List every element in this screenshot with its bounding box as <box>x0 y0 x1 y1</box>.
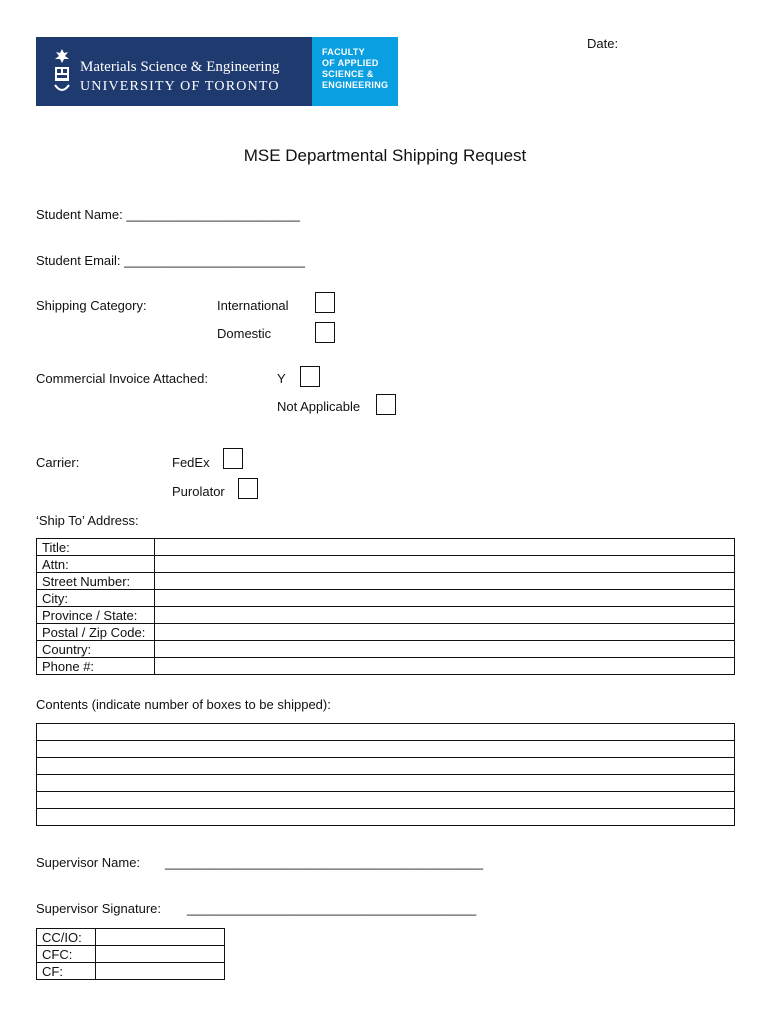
field-label: CF: <box>37 963 96 980</box>
table-row <box>37 658 735 675</box>
field-label: City: <box>37 590 155 607</box>
contents-row[interactable] <box>36 758 735 775</box>
supervisor-signature-label: Supervisor Signature: <box>36 901 162 916</box>
option-international-label: International <box>217 298 289 313</box>
option-domestic-label: Domestic <box>217 326 272 341</box>
domestic-checkbox[interactable] <box>315 322 335 343</box>
contents-table <box>36 723 735 826</box>
contents-label: Contents (indicate number of boxes to be shipped): <box>36 697 331 712</box>
table-row <box>37 607 735 624</box>
contents-row[interactable] <box>36 741 735 758</box>
field-label: Street Number: <box>37 573 155 590</box>
carrier-label: Carrier: <box>36 455 80 470</box>
contents-row[interactable] <box>36 792 735 809</box>
student-name-field[interactable]: ________________________ <box>126 207 300 222</box>
field-label: Province / State: <box>37 607 155 624</box>
table-row <box>37 539 735 556</box>
purolator-checkbox[interactable] <box>238 478 258 499</box>
invoice-na-checkbox[interactable] <box>376 394 396 415</box>
table-row <box>37 590 735 607</box>
field-input[interactable] <box>155 573 735 590</box>
faculty-line: FACULTY <box>322 47 365 57</box>
field-input[interactable] <box>155 658 735 675</box>
field-label: Attn: <box>37 556 155 573</box>
form-title: MSE Departmental Shipping Request <box>243 146 527 165</box>
field-label: Postal / Zip Code: <box>37 624 155 641</box>
student-email-field[interactable]: _________________________ <box>124 253 305 268</box>
table-row <box>37 624 735 641</box>
field-label: Title: <box>37 539 155 556</box>
field-input[interactable] <box>155 624 735 641</box>
field-input[interactable] <box>155 539 735 556</box>
faculty-line: ENGINEERING <box>322 80 389 90</box>
field-input[interactable] <box>155 641 735 658</box>
university-logo <box>36 37 312 106</box>
table-row <box>37 556 735 573</box>
field-label: CC/IO: <box>37 929 96 946</box>
field-input[interactable] <box>155 590 735 607</box>
supervisor-signature-field[interactable]: ________________________________________ <box>187 901 477 916</box>
table-row <box>37 929 225 946</box>
date-label: Date: <box>587 36 619 51</box>
faculty-line: OF APPLIED <box>322 58 379 68</box>
carrier-purolator-label: Purolator <box>172 484 225 499</box>
contents-row[interactable] <box>36 723 735 741</box>
supervisor-name-field[interactable]: ____________________________________________ <box>165 855 484 870</box>
field-input[interactable] <box>96 929 225 946</box>
supervisor-name-label: Supervisor Name: <box>36 855 141 870</box>
ship-to-table <box>36 538 735 675</box>
international-checkbox[interactable] <box>315 292 335 313</box>
student-email-row <box>36 253 305 268</box>
table-row <box>37 641 735 658</box>
contents-row[interactable] <box>36 809 735 826</box>
field-input[interactable] <box>96 946 225 963</box>
shipping-category-label: Shipping Category: <box>36 298 147 313</box>
table-row <box>37 963 225 980</box>
invoice-yes-label: Y <box>277 371 286 386</box>
carrier-fedex-label: FedEx <box>172 455 210 470</box>
field-label: CFC: <box>37 946 96 963</box>
invoice-na-label: Not Applicable <box>277 399 361 414</box>
faculty-line: SCIENCE & <box>322 69 374 79</box>
faculty-logo <box>312 37 398 106</box>
table-row <box>37 946 225 963</box>
field-label: Country: <box>37 641 155 658</box>
student-name-row <box>36 207 300 222</box>
field-input[interactable] <box>96 963 225 980</box>
field-input[interactable] <box>155 556 735 573</box>
fedex-checkbox[interactable] <box>223 448 243 469</box>
field-label: Phone #: <box>37 658 155 675</box>
ship-to-label: ‘Ship To’ Address: <box>36 513 139 528</box>
table-row <box>37 573 735 590</box>
logo-university: UNIVERSITY OF TORONTO <box>80 79 280 94</box>
accounting-table <box>36 928 225 980</box>
invoice-label: Commercial Invoice Attached: <box>36 371 208 386</box>
logo-department: Materials Science & Engineering <box>80 59 280 75</box>
field-input[interactable] <box>155 607 735 624</box>
contents-row[interactable] <box>36 775 735 792</box>
invoice-yes-checkbox[interactable] <box>300 366 320 387</box>
student-name-label: Student Name: <box>36 207 123 222</box>
crest-icon <box>52 47 72 97</box>
student-email-label: Student Email: <box>36 253 121 268</box>
